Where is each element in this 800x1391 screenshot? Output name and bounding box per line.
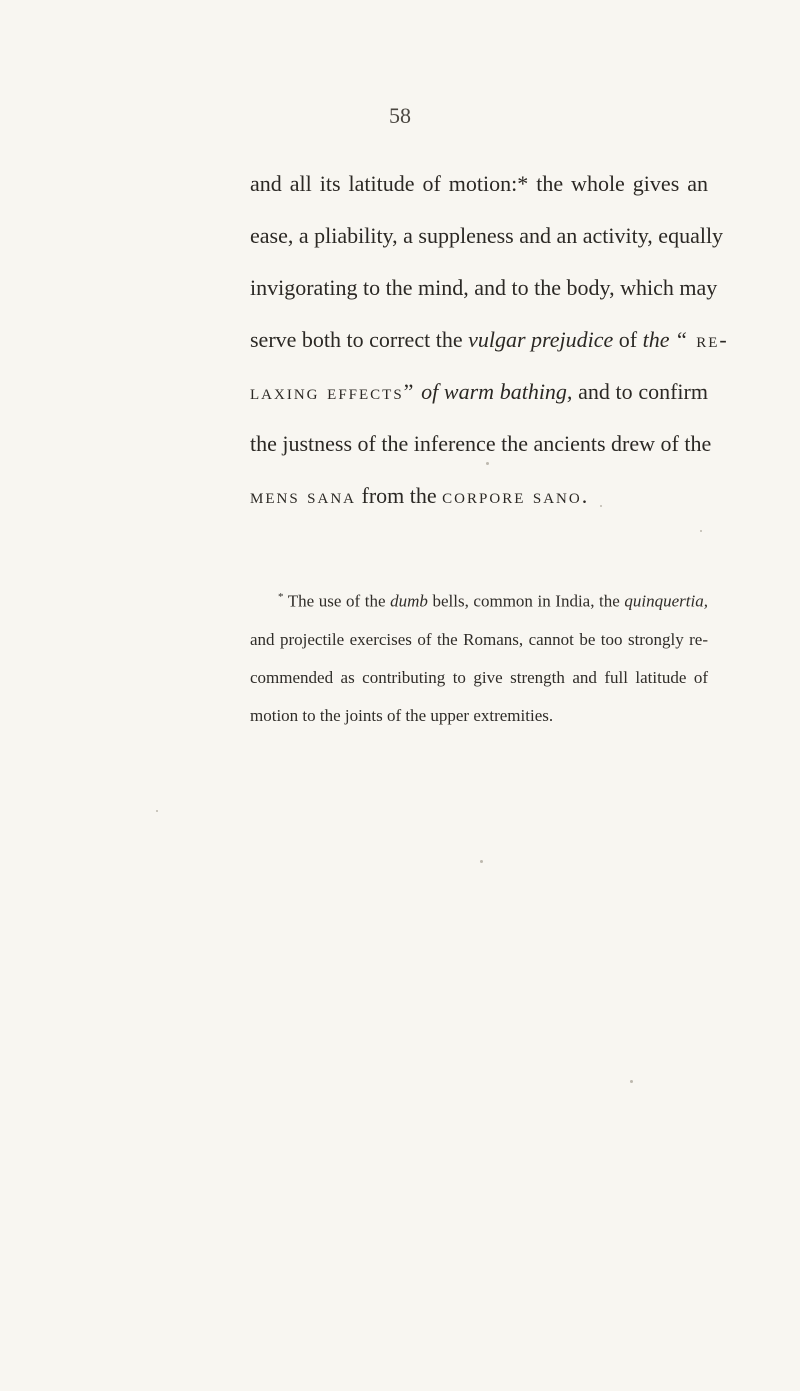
italic-word: quinquertia, <box>624 591 708 611</box>
paper-speck <box>600 505 602 507</box>
paper-speck <box>700 530 702 532</box>
italic-word: dumb <box>390 591 428 611</box>
body-text-run: serve both to correct the <box>250 327 469 352</box>
footnote-line: commended as contributing to give strength and full latitude of <box>250 667 708 687</box>
paper-speck <box>486 462 489 465</box>
italic-phrase: of warm bathing, <box>415 379 573 404</box>
body-line: invigorating to the mind, and to the body, which may <box>250 275 718 300</box>
footnote-text-run: The use of the <box>283 591 391 611</box>
paper-speck <box>156 810 158 812</box>
body-text-run: from the <box>356 483 443 508</box>
body-line <box>250 314 729 366</box>
footnote-line: and projectile exercises of the Romans, cannot be too strongly re- <box>250 629 708 649</box>
italic-word: the <box>642 327 670 352</box>
paper-speck <box>480 860 483 863</box>
body-line: the justness of the inference the ancients drew of the <box>250 431 712 456</box>
footnote-mark: * <box>278 591 284 603</box>
body-line <box>250 366 708 418</box>
body-line <box>250 470 708 522</box>
italic-phrase: vulgar prejudice <box>468 327 614 352</box>
latin-phrase: mens sana <box>250 483 357 508</box>
paper-speck <box>630 1080 633 1083</box>
footnote-line <box>250 578 708 621</box>
body-paragraph <box>250 158 729 522</box>
small-caps-phrase: “ re- <box>669 327 729 352</box>
body-line: and all its latitude of motion:* the whole gives an <box>250 171 708 196</box>
body-text-run: of <box>613 327 643 352</box>
footnote-text-run: bells, common in India, the <box>427 591 625 611</box>
latin-phrase: corpore sano. <box>442 483 590 508</box>
footnote-line: motion to the joints of the upper extremities. <box>250 705 554 725</box>
footnote <box>250 578 708 735</box>
body-text-run: and to confirm <box>572 379 708 404</box>
small-caps-phrase: laxing effects” <box>250 379 416 404</box>
body-line: ease, a pliability, a suppleness and an activity, equally <box>250 223 724 248</box>
page-number: 58 <box>389 103 411 128</box>
